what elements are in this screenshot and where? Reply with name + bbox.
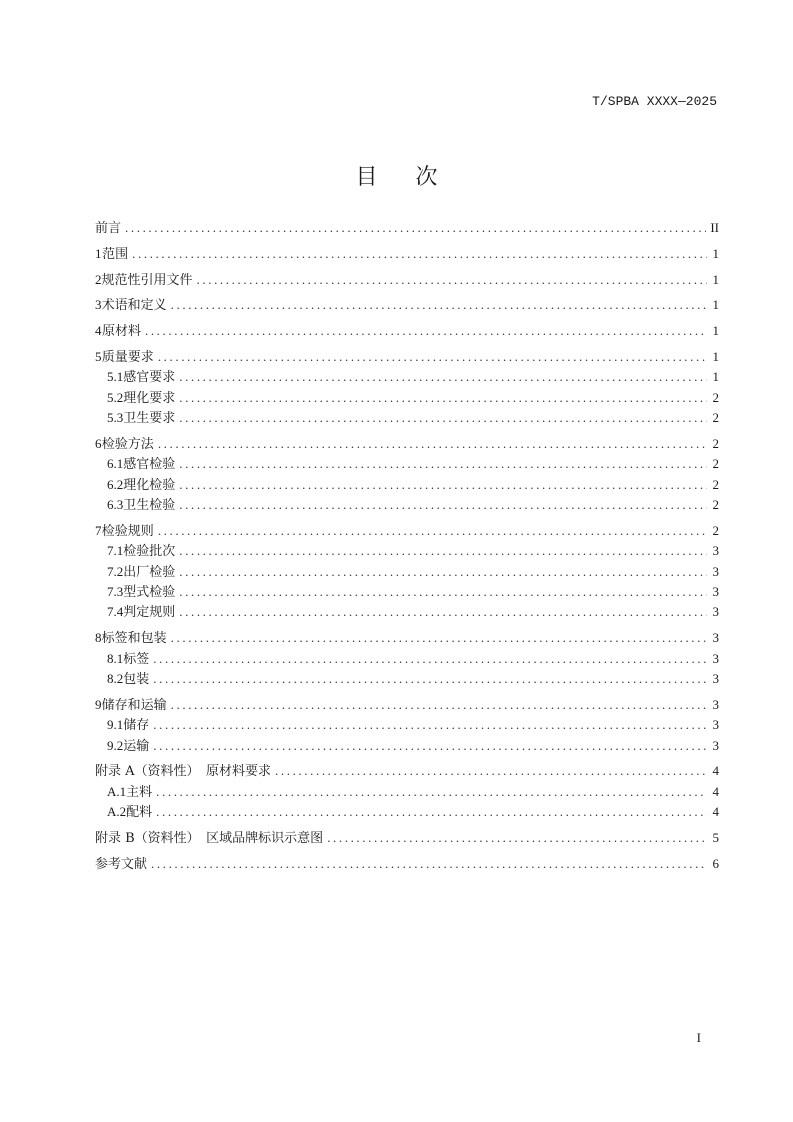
- toc-subentry[interactable]: [95, 582, 719, 602]
- toc-leader-dots: [179, 582, 707, 602]
- toc-entry[interactable]: [95, 761, 719, 781]
- toc-entry-label: 前言: [95, 221, 122, 236]
- toc-leader-dots: [179, 602, 707, 622]
- toc-entry-page: 2: [712, 410, 719, 426]
- toc-subentry[interactable]: [95, 541, 719, 561]
- toc-entry-label: 运输: [123, 738, 150, 754]
- toc-entry-number: 1: [95, 245, 102, 261]
- toc-subentry[interactable]: [95, 388, 719, 408]
- toc-leader-dots: [156, 782, 707, 802]
- toc-entry-page: II: [710, 220, 719, 235]
- toc-entry-number: 5.1: [107, 369, 124, 385]
- toc-entry[interactable]: [95, 521, 719, 541]
- toc-entry-page: 3: [712, 737, 719, 753]
- toc-entry-label: 质量要求: [101, 349, 154, 365]
- toc-subentry[interactable]: [95, 408, 719, 428]
- toc-leader-dots: [125, 218, 706, 238]
- toc-entry-number: 8.1: [107, 650, 124, 666]
- toc-entry-page: 2: [712, 435, 719, 451]
- toc-leader-dots: [179, 495, 707, 515]
- toc-entry-page: 3: [712, 670, 719, 686]
- toc-entry-page: 4: [712, 763, 719, 779]
- toc-entry-page: 3: [712, 717, 719, 733]
- toc-entry-number: 4: [95, 323, 102, 339]
- toc-leader-dots: [153, 715, 707, 735]
- toc-subentry[interactable]: [95, 669, 719, 689]
- toc-entry-page: 1: [712, 297, 719, 313]
- toc-entry-label: 理化检验: [123, 477, 176, 493]
- toc-entry-label: 型式检验: [123, 584, 176, 600]
- toc-entry-page: 3: [712, 583, 719, 599]
- toc-entry-number: 3: [95, 297, 102, 313]
- toc-entry-label: 原材料: [101, 324, 141, 340]
- toc-leader-dots: [179, 408, 707, 428]
- toc-leader-dots: [158, 347, 707, 367]
- toc-leader-dots: [151, 854, 707, 874]
- toc-entry-label: 附录 A（资料性） 原材料要求: [95, 764, 272, 780]
- toc-entry[interactable]: [95, 628, 719, 648]
- toc-entry-label: 规范性引用文件: [101, 272, 193, 288]
- page-number: I: [696, 1030, 701, 1045]
- toc-entry-page: 3: [712, 696, 719, 712]
- toc-leader-dots: [179, 454, 707, 474]
- toc-entry[interactable]: [95, 695, 719, 715]
- toc-entry-number: 6.1: [107, 456, 124, 472]
- toc-leader-dots: [179, 367, 707, 387]
- toc-subentry[interactable]: [95, 602, 719, 622]
- document-code: T/SPBA XXXX—2025: [592, 94, 717, 109]
- toc-entry-page: 2: [712, 476, 719, 492]
- toc-entry-page: 6: [712, 855, 719, 871]
- toc-entry[interactable]: [95, 347, 719, 367]
- toc-leader-dots: [179, 541, 707, 561]
- toc-entry-label: 感官检验: [123, 457, 176, 473]
- toc-leader-dots: [153, 669, 707, 689]
- toc-entry-number: 5.2: [107, 389, 124, 405]
- toc-entry-page: 4: [712, 804, 719, 820]
- toc-entry-label: 出厂检验: [123, 564, 176, 580]
- toc-entry-number: 9.2: [107, 737, 124, 753]
- toc-entry-page: 4: [712, 783, 719, 799]
- toc-entry-label: 检验批次: [123, 544, 176, 560]
- toc-entry-number: 8.2: [107, 670, 124, 686]
- toc-entry-number: 7.1: [107, 543, 124, 559]
- toc-entry-number: 5.3: [107, 410, 124, 426]
- toc-entry-number: A.2: [107, 804, 127, 820]
- toc-subentry[interactable]: [95, 475, 719, 495]
- toc-entry-label: 主料: [126, 784, 153, 800]
- toc-subentry[interactable]: [95, 782, 719, 802]
- toc-entry-number: A.1: [107, 783, 127, 799]
- toc-entry-label: 储存和运输: [101, 697, 167, 713]
- toc-entry[interactable]: [95, 321, 719, 341]
- toc-entry-label: 标签和包装: [101, 631, 167, 647]
- toc-leader-dots: [179, 388, 707, 408]
- toc-entry[interactable]: [95, 295, 719, 315]
- toc-subentry[interactable]: [95, 562, 719, 582]
- toc-entry[interactable]: [95, 854, 719, 874]
- toc-entry-label: 检验方法: [101, 436, 154, 452]
- toc-entry-label: 卫生要求: [123, 411, 176, 427]
- toc-subentry[interactable]: [95, 367, 719, 387]
- toc-entry-number: 7.3: [107, 583, 124, 599]
- toc-subentry[interactable]: [95, 454, 719, 474]
- toc-entry-label: 判定规则: [123, 605, 176, 621]
- toc-entry-number: 9.1: [107, 717, 124, 733]
- toc-entry-label: 储存: [123, 718, 150, 734]
- toc-entry-number: 7.4: [107, 604, 124, 620]
- toc-entry[interactable]: [95, 270, 719, 290]
- toc-entry-page: 2: [712, 389, 719, 405]
- toc-leader-dots: [179, 475, 707, 495]
- toc-entry-number: 9: [95, 696, 102, 712]
- toc-entry-page: 1: [712, 348, 719, 364]
- toc-entry-number: 2: [95, 271, 102, 287]
- toc-leader-dots: [327, 828, 707, 848]
- toc-entry-number: 7: [95, 522, 102, 538]
- toc-leader-dots: [171, 295, 707, 315]
- toc-entry[interactable]: [95, 218, 719, 238]
- toc-leader-dots: [171, 695, 707, 715]
- toc-leader-dots: [171, 628, 707, 648]
- toc-entry-page: 2: [712, 456, 719, 472]
- page-title: 目次: [355, 165, 476, 190]
- toc-entry-page: 3: [712, 630, 719, 646]
- toc-entry-label: 包装: [123, 671, 150, 687]
- toc-entry-label: 范围: [102, 246, 129, 262]
- toc-entry-page: 3: [712, 650, 719, 666]
- toc-entry-number: 6.2: [107, 476, 124, 492]
- toc-entry-label: 配料: [126, 805, 153, 821]
- toc-leader-dots: [275, 761, 707, 781]
- toc-entry-label: 附录 B（资料性） 区域品牌标识示意图: [95, 830, 324, 846]
- toc-leader-dots: [158, 434, 707, 454]
- toc-leader-dots: [153, 649, 707, 669]
- toc-entry-number: 8: [95, 630, 102, 646]
- toc-entry-label: 感官要求: [123, 370, 176, 386]
- toc-entry-number: 6.3: [107, 497, 124, 513]
- toc-entry-page: 1: [712, 245, 719, 261]
- toc-entry-label: 卫生检验: [123, 498, 176, 514]
- toc-leader-dots: [145, 321, 707, 341]
- toc-subentry[interactable]: [95, 802, 719, 822]
- toc-leader-dots: [179, 562, 707, 582]
- toc-leader-dots: [153, 736, 707, 756]
- toc-leader-dots: [156, 802, 707, 822]
- toc-entry[interactable]: [95, 434, 719, 454]
- toc-entry-page: 1: [712, 369, 719, 385]
- table-of-contents: [95, 218, 719, 874]
- toc-entry[interactable]: [95, 828, 719, 848]
- toc-entry-page: 5: [712, 829, 719, 845]
- toc-entry-number: 5: [95, 348, 102, 364]
- toc-entry-page: 1: [712, 323, 719, 339]
- toc-entry-number: 7.2: [107, 563, 124, 579]
- toc-entry-number: 6: [95, 435, 102, 451]
- toc-entry-page: 3: [712, 604, 719, 620]
- toc-leader-dots: [158, 521, 707, 541]
- toc-subentry[interactable]: [95, 649, 719, 669]
- toc-entry-page: 2: [712, 497, 719, 513]
- toc-subentry[interactable]: [95, 736, 719, 756]
- toc-entry-label: 理化要求: [123, 390, 176, 406]
- toc-entry-page: 2: [712, 522, 719, 538]
- toc-leader-dots: [197, 270, 707, 290]
- toc-entry-label: 参考文献: [95, 856, 148, 872]
- toc-entry-page: 3: [712, 543, 719, 559]
- toc-leader-dots: [132, 244, 707, 264]
- toc-entry-label: 检验规则: [101, 523, 154, 539]
- toc-entry-label: 术语和定义: [101, 298, 167, 314]
- toc-subentry[interactable]: [95, 715, 719, 735]
- toc-subentry[interactable]: [95, 495, 719, 515]
- toc-entry-label: 标签: [123, 651, 150, 667]
- toc-entry-page: 3: [712, 563, 719, 579]
- toc-entry[interactable]: [95, 244, 719, 264]
- toc-entry-page: 1: [712, 271, 719, 287]
